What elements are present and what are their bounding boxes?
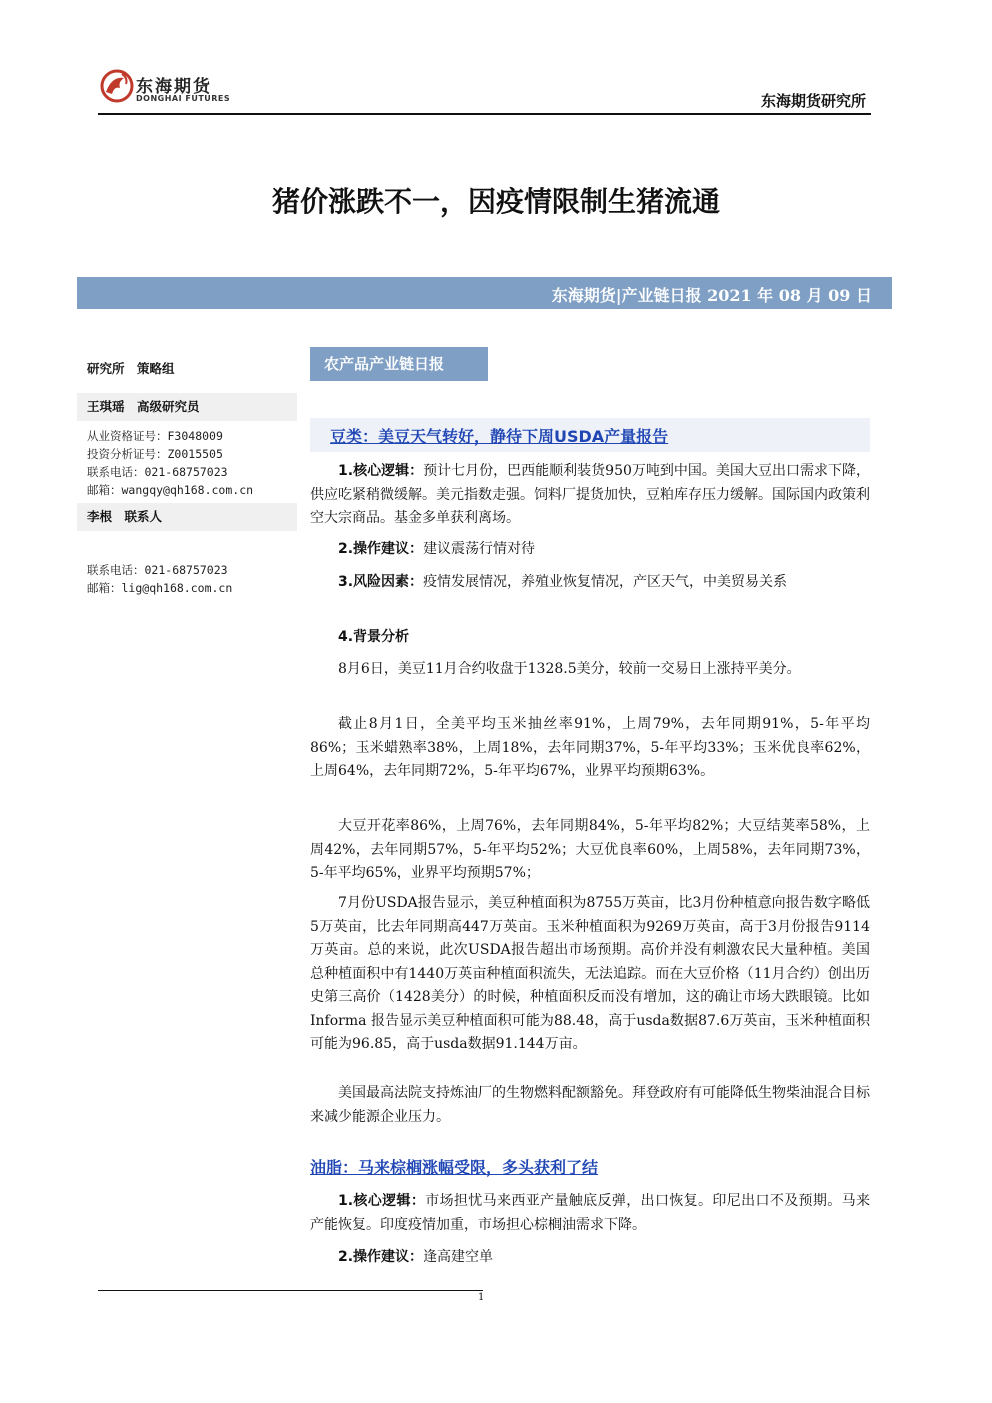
report-banner [77,277,892,309]
header-institute: 东海期货研究所 [760,92,866,110]
advice-text: 逢高建空单 [423,1249,494,1265]
page-number: 1 [478,1292,485,1303]
author1-contact [77,421,297,499]
logic-label: 1.核心逻辑： [338,1193,426,1209]
section2-logic [310,1190,870,1237]
dragon-logo-icon [98,66,136,106]
background-paragraph: 美国最高法院支持炼油厂的生物燃料配额豁免。拜登政府有可能降低生物柴油混合目标来减少能源企业压力。 [310,1085,870,1125]
sidebar [77,355,297,597]
logo-text-en: DONGHAI FUTURES [136,94,231,103]
section1-advice [310,538,870,562]
advice-label: 2.操作建议： [338,541,424,557]
logic-text: 市场担忧马来西亚产量触底反弹，出口恢复。印尼出口不及预期。马来产能恢复。印度疫情加重，市场担心棕榈油需求下降。 [310,1193,870,1233]
advice-label: 2.操作建议： [338,1249,424,1265]
author2-line: 联系电话：021-68757023 [87,563,228,577]
background-paragraph: 截止8月1日，全美平均玉米抽丝率91%，上周79%，去年同期91%，5-年平均86%；玉米蜡熟率38%，上周18%，去年同期37%，5-年平均33%；玉米优良率62%，上周64%，去年同期72%，5-年平均67%，业界平均预期63%。 [310,716,870,779]
section2-title[interactable]: 油脂：马来棕榈涨幅受限，多头获利了结 [310,1158,599,1177]
page-title: 猪价涨跌不一，因疫情限制生猪流通 [271,185,720,218]
risk-text: 疫情发展情况，养殖业恢复情况，产区天气，中美贸易关系 [423,574,788,590]
risk-label: 3.风险因素： [338,574,424,590]
header-divider [98,113,871,115]
author1-line: 从业资格证号：F3048009 [87,429,223,443]
background-paragraph: 大豆开花率86%，上周76%，去年同期84%，5-年平均82%；大豆结荚率58%，上周42%，去年同期57%，5-年平均52%；大豆优良率60%，上周58%，去年同期73%，5-年平均65%，业界平均预期57%； [310,818,870,881]
banner-text: 东海期货|产业链日报 2021 年 08 月 09 日 [551,286,872,305]
background-paragraph: 8月6日，美豆11月合约收盘于1328.5美分，较前一交易日上涨持平美分。 [338,661,801,677]
author2-contact [77,531,297,597]
logo-text-cn: 东海期货 [136,77,212,97]
author1-line: 联系电话：021-68757023 [87,465,228,479]
author1-name: 王琪瑶 高级研究员 [77,393,297,421]
author1-email[interactable]: 邮箱：wangqy@qh168.com.cn [87,483,254,497]
sidebar-group: 研究所 策略组 [87,361,175,376]
author1-line: 投资分析证号：Z0015505 [87,447,223,461]
section-tag: 农产品产业链日报 [310,347,488,381]
section1-logic [310,460,870,531]
logic-text: 预计七月份，巴西能顺利装货950万吨到中国。美国大豆出口需求下降，供应吃紧稍微缓解。美元指数走强。饲料厂提货加快，豆粕库存压力缓解。国际国内政策利空大宗商品。基金多单获利离场。 [310,463,870,526]
advice-text: 建议震荡行情对待 [423,541,536,557]
background-label: 4.背景分析 [338,629,410,645]
section1-risk [310,571,870,595]
author2-name: 李根 联系人 [77,503,297,531]
footer-divider [98,1290,483,1291]
section1-title[interactable]: 豆类：美豆天气转好，静待下周USDA产量报告 [330,427,669,446]
logic-label: 1.核心逻辑： [338,463,424,479]
author2-email[interactable]: 邮箱：lig@qh168.com.cn [87,581,233,595]
background-paragraph: 7月份USDA报告显示，美豆种植面积为8755万英亩，比3月份种植意向报告数字略低5万英亩，比去年同期高447万英亩。玉米种植面积为9269万英亩，高于3月份报告9114万英亩。总的来说，此次USDA报告超出市场预期。高价并没有刺激农民大量种植。美国总种植面积中有1440万英亩种植面积流失，无法追踪。而在大豆价格（11月合约）创出历史第三高价（1428美分）的时候，种植面积反而没有增加，这的确让市场大跌眼镜。比如Informa 报告显示美豆种植面积可能为88.48，高于usda数据87.6万英亩，玉米种植面积可能为96.85，高于usda数据91.144万亩。 [310,895,870,1052]
section2-advice [310,1246,870,1270]
